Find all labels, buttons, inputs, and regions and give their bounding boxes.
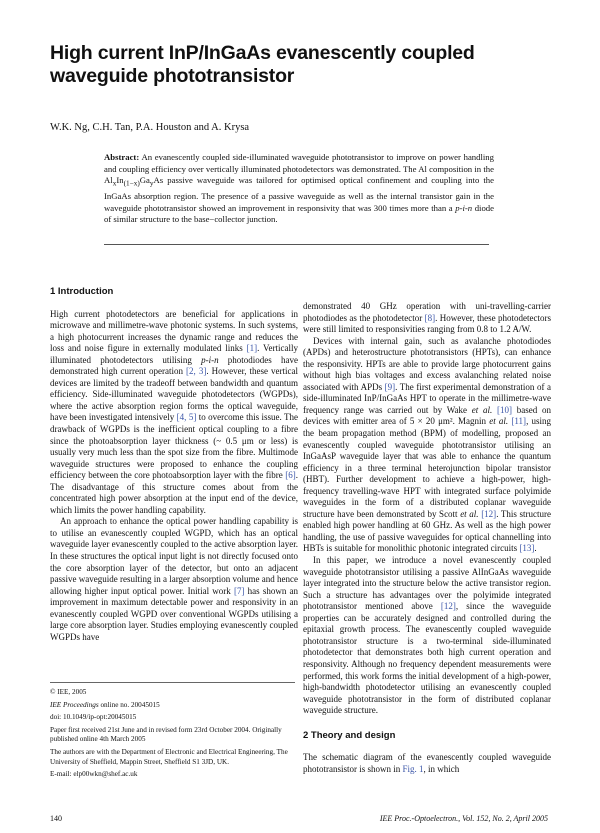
journal-citation: IEE Proc.-Optoelectron., Vol. 152, No. 2, April 2005	[379, 814, 548, 823]
abstract-pin: p-i-n	[455, 202, 473, 213]
text: In this paper, we introduce a novel evanescently coupled waveguide phototransistor utilising a passive AlInGaAs waveguide layer integrated into the structure below the active transistor region. Such a structure has advantages over the polyimide integrated phototransistor mentioned above	[303, 555, 551, 612]
text: has shown an improvement in maximum detectable power and responsivity in an evanescently coupled WGPD over conventional WGPDs utilising a large core absorption layer. Studies employing evanescently coupled WGPDs have	[50, 585, 298, 642]
paragraph	[303, 336, 551, 555]
affiliation: The authors are with the Department of Electronic and Electrical Engineering, The University of Sheffield, Mappin Street, Sheffield S1 3JD, UK.	[50, 747, 288, 766]
text: .	[534, 543, 537, 554]
abstract-in: In	[116, 175, 124, 186]
abstract-text-1: An evanescently coupled side-illuminated waveguide phototransistor to improve on power handling and coupling efficiency over vertically illuminated photodetectors was demonstrated. The Al composition in the Al	[104, 152, 494, 186]
citation-link[interactable]: [12]	[440, 601, 456, 612]
citation-link[interactable]: [13]	[519, 543, 535, 554]
abstract-sub-y: y	[149, 180, 154, 189]
text: . However, these photodetectors were still limited to responsivities ranging from 0.8 to 1.2 A/W.	[303, 312, 551, 335]
doi: doi: 10.1049/ip-opt:20045015	[50, 713, 137, 722]
citation-link[interactable]: [9]	[384, 381, 396, 392]
citation-link[interactable]: [2, 3]	[186, 366, 207, 377]
text: , using the beam propagation method (BPM) of modelling, proposed an evanescently coupled waveguide phototransistor utilising an InGaAsP waveguide layer that was able to enhance the quantum efficiency in a three terminal heterojunction bipolar transistor (HBT). Further development to achieve a high-power, high-frequency travelling-wave HPT with integrated surface polyimide waveguides in the form of a distributed coplanar waveguide structure have been demonstrated by Scott	[303, 416, 552, 519]
text: based on devices with emitter area of 5 × 20 μm². Magnin	[303, 404, 551, 427]
abstract-ga: Ga	[139, 175, 150, 186]
abstract	[104, 152, 494, 226]
copyright: © IEE, 2005	[50, 688, 87, 696]
paragraph	[50, 309, 298, 517]
figure-link[interactable]: Fig. 1	[402, 763, 424, 774]
text: High current photodetectors are beneficial for applications in microwave and millimetre-wave photonic systems. In such systems, a high photocurrent increases the dynamic range and reduces the loss and noise figure in externally modulated links	[50, 308, 298, 354]
text-italic: p-i-n	[201, 354, 219, 365]
proceedings-line	[50, 701, 295, 711]
citation-link[interactable]: [11]	[511, 416, 527, 427]
footnotes	[50, 682, 295, 783]
paragraph	[303, 752, 551, 775]
text: . Vertically illuminated photodetectors utilising	[50, 343, 298, 365]
abstract-sub-x: x	[112, 180, 117, 189]
text: The schematic diagram of the evanescently coupled waveguide phototransistor is shown in	[303, 752, 551, 774]
text: An approach to enhance the optical power handling capability is to utilise an evanescently coupled WGPD, which has an optical waveguide layer evanescently coupled to the active absorption layer. In these structures the optical input light is not directly focused onto the core absorption layer of the detector, but onto an adjacent passive waveguide resulting in a larger absorption volume and hence allowing higher input optical power. Initial work	[50, 516, 299, 596]
left-column	[50, 286, 298, 643]
paragraph	[303, 301, 551, 336]
citation-link[interactable]: [4, 5]	[176, 412, 197, 423]
text: , since the waveguide properties can be accurately designed and controlled during the epitaxial growth process. The evanescently coupled waveguide phototransistor structure is a two-terminal side-illuminated photodetector that demonstrates both high current operation and responsivity. Although no frequency dependent measurements were performed, this work forms the initial development of a high-power, high-bandwidth photodetector utilising an evanescently coupled waveguide phototransistor in the form of distributed coplanar waveguide structure.	[303, 601, 551, 716]
citation-link[interactable]: [6]	[285, 470, 296, 481]
text-italic: et al.	[471, 404, 493, 415]
section-heading-theory: 2 Theory and design	[303, 729, 396, 741]
text-italic: et al.	[460, 508, 479, 519]
page-number: 140	[50, 814, 62, 823]
author-list: W.K. Ng, C.H. Tan, P.A. Houston and A. Krysa	[50, 122, 250, 133]
proceedings-number: online no. 20045015	[98, 700, 160, 709]
abstract-sub-1-x: (1−x)	[123, 180, 140, 189]
text: , in which	[423, 763, 460, 774]
text: Devices with internal gain, such as avalanche photodiodes (APDs) and heterostructure phototransistors (HPTs), can enhance the responsivity. HPTs are able to provide large photocurrent gains without high bias voltages and excess avalanching related noise associated with APDs	[303, 335, 551, 392]
text: photodiodes have demonstrated high current operation	[50, 354, 298, 377]
text: . The disadvantage of this structure comes about from the concentrated high power absorption at the input end of the device, which limits the power handling capability.	[50, 470, 298, 515]
text: . However, these vertical devices are limited by the tradeoff between bandwidth and quantum efficiency. Side-illuminated waveguide photodetectors (WGPDs), where the active absorption region forms the optical waveguide, have been investigated intensively	[50, 366, 298, 423]
abstract-text-3: diode of similar structure to the base−collector junction.	[104, 202, 494, 225]
abstract-text-2: As passive waveguide was tailored for optimised optical confinement and coupling into the InGaAs absorption region. The presence of a passive waveguide as well as the internal transistor gain in the waveguide phototransistor showed an improvement in responsivity that was 300 times more than a	[104, 175, 494, 213]
proceedings-italic: IEE Proceedings	[50, 700, 99, 709]
text-italic: et al.	[489, 416, 509, 427]
section-heading-introduction: 1 Introduction	[50, 286, 114, 297]
received-note: Paper first received 21st June and in revised form 23rd October 2004. Originally published online 4th March 2005	[50, 725, 282, 744]
text: demonstrated 40 GHz operation with uni-travelling-carrier photodiodes as the photodetector	[303, 301, 551, 323]
text: . This structure enabled high power handling at 60 GHz. As well as the high power handling, the use of passive waveguides for optical channelling into HBTs is suitable for monolithic photonic integrated circuits	[303, 508, 552, 554]
citation-link[interactable]: [1]	[246, 343, 258, 354]
citation-link[interactable]: [10]	[497, 404, 513, 415]
citation-link[interactable]: [7]	[233, 585, 245, 596]
text: . The first experimental demonstration of a side-illuminated InP/InGaAs HPT to operate in the millimetre-wave frequency range was carried out by Wake	[303, 381, 551, 415]
right-column	[303, 301, 551, 775]
citation-link[interactable]: [8]	[424, 312, 436, 323]
email: E-mail: elp00wkn@shef.ac.uk	[50, 770, 138, 779]
abstract-label: Abstract:	[104, 152, 140, 162]
paragraph	[50, 516, 298, 643]
abstract-divider	[104, 244, 489, 245]
citation-link[interactable]: [12]	[481, 508, 497, 519]
paragraph	[303, 555, 551, 717]
paper-title: High current InP/InGaAs evanescently coupled waveguide phototransistor	[50, 42, 475, 87]
footnote-divider	[50, 682, 295, 683]
text: to overcome this issue. The drawback of WGPDs is the inefficient optical coupling to a fibre since the photoabsorption layer thickness (~ 0.5 μm or less) is usually very much less than the spot size from the fibre. Multimode waveguide structures were proposed to enhance the coupling efficiency between the core photoabsorption layer with the fibre	[50, 412, 298, 481]
